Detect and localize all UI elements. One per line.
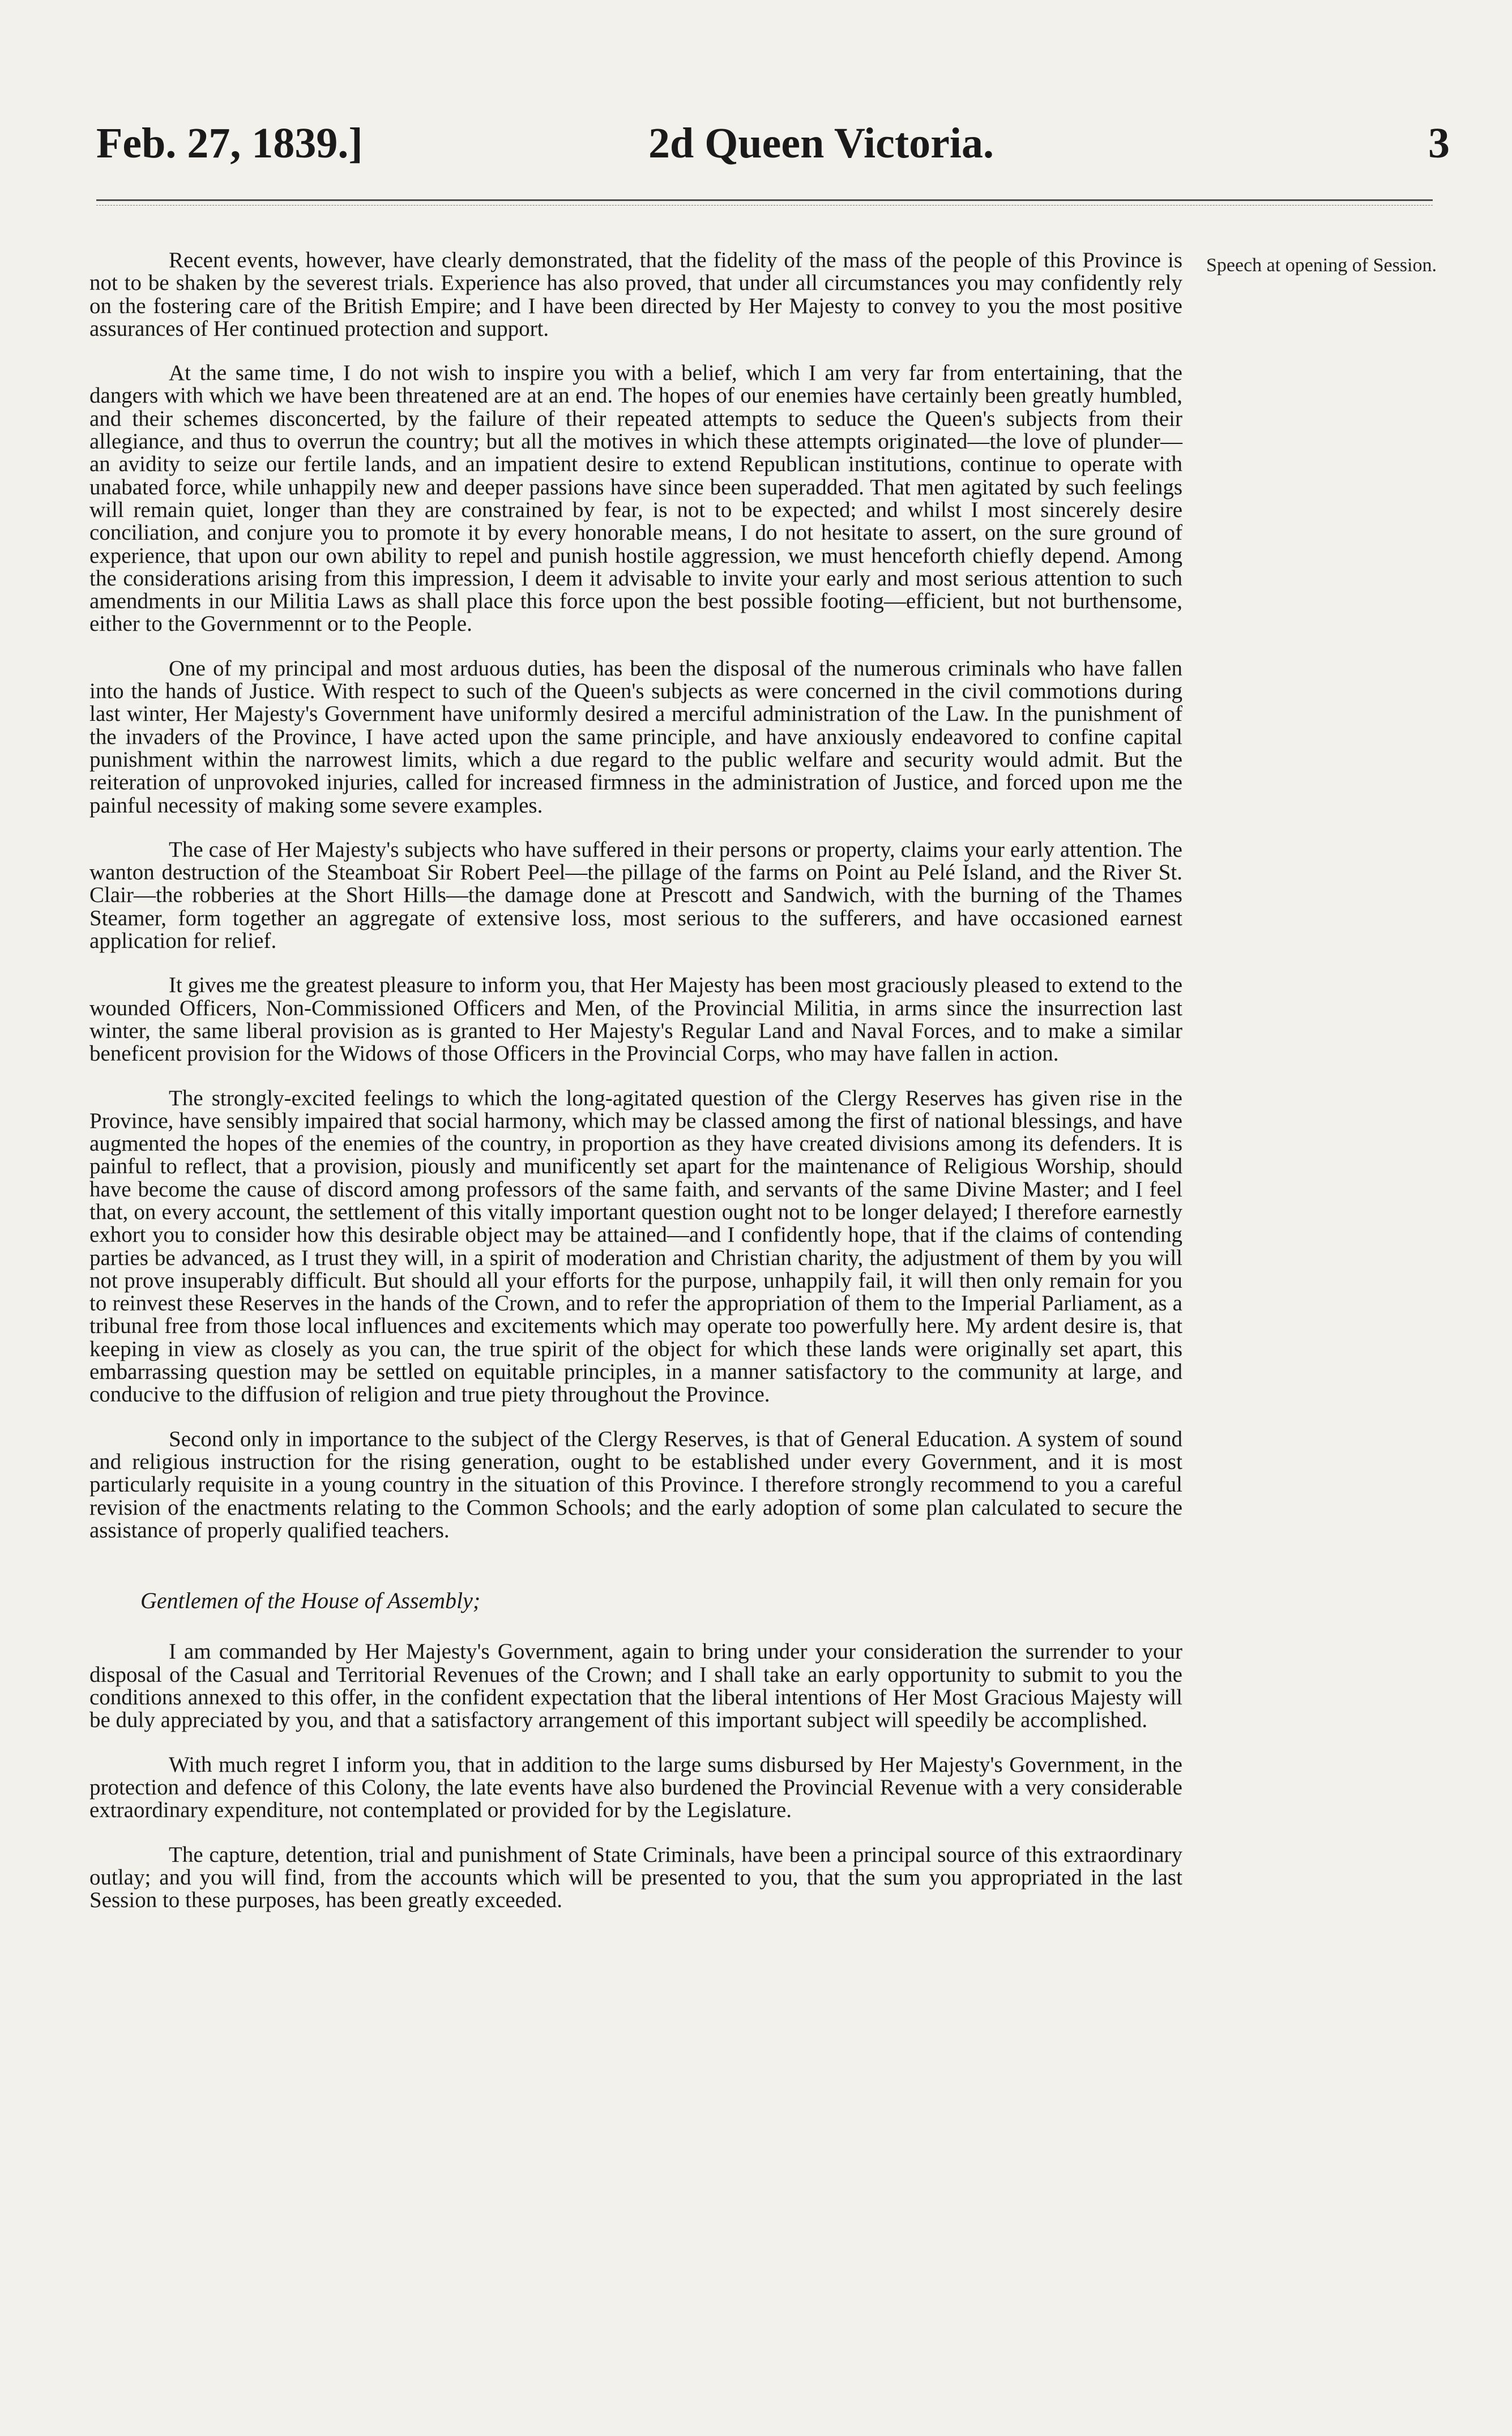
paragraph-greatest-pleasure: It gives me the greatest pleasure to inform you, that Her Majesty has been most graciously pleased to extend to the wounded Officers, Non-Commissioned Officers and Men, of the Provincial Militia, in arms since the insurrection last winter, the same liberal provision as is granted to Her Majesty's Regular Land and Naval Forces, and to make a similar beneficent provision for the Widows of those Officers in the Provincial Corps, who may have fallen in action.: [89, 973, 1182, 1066]
paragraph-same-time: At the same time, I do not wish to inspire you with a belief, which I am very far from entertaining, that the dangers with which we have been threatened are at an end. The hopes of our enemies have certainly been greatly humbled, and their schemes disconcerted, by the failure of their repeated attempts to seduce the Queen's subjects from their allegiance, and thus to overrun the country; but all the motives in which these attempts originated—the love of plunder—an avidity to seize our fertile lands, and an impatient desire to extend Republican institutions, continue to operate with unabated force, while unhappily new and deeper passions have since been superadded. That men agitated by such feelings will remain quiet, longer than they are constrained by fear, is not to be expected; and whilst I most sincerely desire conciliation, and conjure you to promote it by every honorable means, I do not hesitate to assert, on the sure ground of experience, that upon our own ability to repel and punish hostile aggression, we must henceforth chiefly depend. Among the considerations arising from this impression, I deem it advisable to invite your early and most serious attention to such amendments in our Militia Laws as shall place this force upon the best possible footing—efficient, but not burthensome, either to the Governmennt or to the People.: [89, 361, 1182, 636]
salutation-house-of-assembly: Gentlemen of the House of Assembly;: [140, 1588, 481, 1614]
header-rule: [96, 199, 1433, 201]
header-date: Feb. 27, 1839.]: [96, 119, 363, 167]
document-body: [89, 249, 1182, 1912]
paragraph-recent-events: Recent events, however, have clearly demonstrated, that the fidelity of the mass of the people of this Province is not to be shaken by the severest trials. Experience has also proved, that under all circumstances you may confidently rely on the fostering care of the British Empire; and I have been directed by Her Majesty to convey to you the most positive assurances of Her continued protection and support.: [89, 248, 1182, 341]
paragraph-much-regret: With much regret I inform you, that in addition to the large sums disbursed by Her Majesty's Government, in the protection and defence of this Colony, the late events have also burdened the Provincial Revenue with a very considerable extraordinary expenditure, not contemplated or provided for by the Legislature.: [89, 1752, 1182, 1823]
margin-note: Speech at opening of Session.: [1206, 255, 1437, 276]
paragraph-general-education: Second only in importance to the subject of the Clergy Reserves, is that of General Education. A system of sound and religious instruction for the rising generation, ought to be established under every Government, and it is most particularly requisite in a young country in the situation of this Province. I therefore strongly recommend to you a careful revision of the enactments relating to the Common Schools; and the early adoption of some plan calculated to secure the assistance of properly qualified teachers.: [89, 1426, 1182, 1542]
paragraph-principal-duties: One of my principal and most arduous duties, has been the disposal of the numerous criminals who have fallen into the hands of Justice. With respect to such of the Queen's subjects as were concerned in the civil commotions during last winter, Her Majesty's Government have uniformly desired a merciful administration of the Law. In the punishment of the invaders of the Province, I have acted upon the same principle, and have anxiously endeavored to confine capital punishment within the narrowest limits, which a due regard to the public welfare and security would admit. But the reiteration of unprovoked injuries, called for increased firmness in the administration of Justice, and forced upon me the painful necessity of making some severe examples.: [89, 656, 1182, 818]
paragraph-case-of-subjects: The case of Her Majesty's subjects who have suffered in their persons or property, claims your early attention. The wanton destruction of the Steamboat Sir Robert Peel—the pillage of the farms on Point au Pelé Island, and the River St. Clair—the robberies at the Short Hills—the damage done at Prescott and Sandwich, with the burning of the Thames Steamer, form together an aggregate of extensive loss, most serious to the sufferers, and have occasioned earnest application for relief.: [89, 837, 1182, 954]
page-number: 3: [1428, 119, 1450, 167]
paragraph-state-criminals: The capture, detention, trial and punishment of State Criminals, have been a principal source of this extraordinary outlay; and you will find, from the accounts which will be presented to you, that the sum you appropriated in the last Session to these purposes, has been greatly exceeded.: [89, 1842, 1182, 1913]
header-title: 2d Queen Victoria.: [648, 119, 994, 167]
paragraph-casual-revenues: I am commanded by Her Majesty's Government, again to bring under your consideration the surrender to your disposal of the Casual and Territorial Revenues of the Crown; and I shall take an early opportunity to submit to you the conditions annexed to this offer, in the confident expectation that the liberal intentions of Her Most Gracious Majesty will be duly appreciated by you, and that a satisfactory arrangement of this important subject will speedily be accomplished.: [89, 1639, 1182, 1733]
running-header: [96, 113, 1450, 176]
paragraph-clergy-reserves: The strongly-excited feelings to which the long-agitated question of the Clergy Reserves has given rise in the Province, have sensibly impaired that social harmony, which may be classed among the first of national blessings, and have augmented the hopes of the enemies of the country, in proportion as they have created divisions among its defenders. It is painful to reflect, that a provision, piously and munificently set apart for the maintenance of Religious Worship, should have become the cause of discord among professors of the same faith, and servants of the same Divine Master; and I feel that, on every account, the settlement of this vitally important question ought not to be longer delayed; I therefore earnestly exhort you to consider how this desirable object may be attained—and I confidently hope, that if the claims of contending parties be advanced, as I trust they will, in a spirit of moderation and Christian charity, the adjustment of them by you will not prove insuperably difficult. But should all your efforts for the purpose, unhappily fail, it will then only remain for you to reinvest these Reserves in the hands of the Crown, and to refer the appropriation of them to the Imperial Parliament, as a tribunal free from those local influences and excitements which may operate too powerfully here. My ardent desire is, that keeping in view as closely as you can, the true spirit of the object for which these lands were originally set apart, this embarrassing question may be settled on equitable principles, in a manner satisfactory to the community at large, and conducive to the diffusion of religion and true piety throughout the Province.: [89, 1085, 1182, 1407]
header-rule-secondary: [96, 205, 1433, 206]
